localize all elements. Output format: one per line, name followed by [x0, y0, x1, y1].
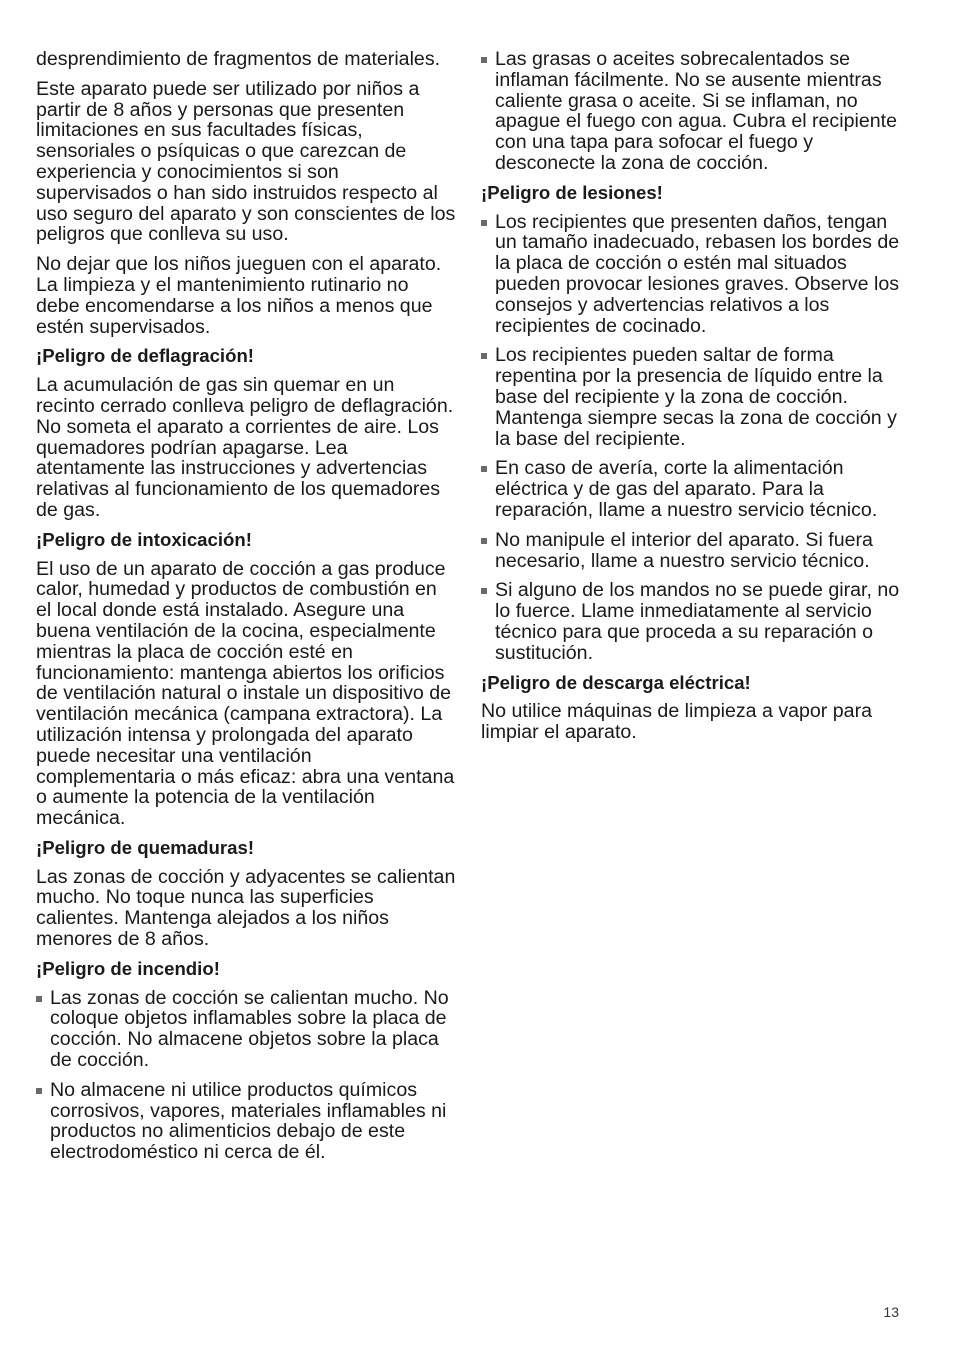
list-item [36, 988, 456, 1071]
list-item [481, 49, 901, 174]
fire-warning-list-continued [481, 49, 901, 174]
square-bullet-icon [481, 57, 487, 63]
paragraph-deflagration: La acumulación de gas sin quemar en un recinto cerrado conlleva peligro de deflagración. No someta el aparato a corrientes de aire. Los quemadores podrían apagarse. Lea atentamente las instrucciones y advertencias relativas al funcionamiento de los quemadores de gas. [36, 374, 454, 521]
square-bullet-icon [481, 466, 487, 472]
list-item [481, 580, 901, 663]
square-bullet-icon [36, 1088, 42, 1094]
paragraph-burns: Las zonas de cocción y adyacentes se calientan mucho. No toque nunca las superficies calientes. Mantenga alejados a los niños menores de 8 años. [36, 865, 456, 951]
left-column [36, 49, 456, 1172]
paragraph-children-use: Este aparato puede ser utilizado por niños a partir de 8 años y personas que presenten limitaciones en sus facultades físicas, sensoriales o psíquicas o que carezcan de experiencia y conocimientos si son supervisados o han sido instruidos respecto al uso seguro del aparato y son conscientes de los peligros que conlleva su uso. [36, 77, 456, 246]
paragraph-no-play: No dejar que los niños jueguen con el aparato. La limpieza y el mantenimiento rutinario no debe encomendarse a los niños a menos que estén supervisados. [36, 253, 442, 338]
list-item [481, 345, 901, 449]
paragraph-intoxication: El uso de un aparato de cocción a gas produce calor, humedad y productos de combustión en el local donde está instalado. Asegure una buena ventilación de la cocina, especialmente mientras la placa de cocción esté en funcionamiento: mantenga abiertos los orificios de ventilación natural o instale un dispositivo de ventilación mecánica (campana extractora). La utilización intensa y prolongada del aparato puede necesitar una ventilación complementaria o más eficaz: abra una ventana o aumente la potencia de la ventilación mecánica. [36, 557, 455, 830]
list-item [481, 458, 901, 520]
heading-deflagration: ¡Peligro de deflagración! [36, 345, 254, 367]
paragraph-continuation: desprendimiento de fragmentos de materiales. [36, 48, 441, 70]
square-bullet-icon [481, 353, 487, 359]
square-bullet-icon [481, 588, 487, 594]
list-item-text: Si alguno de los mandos no se puede girar, no lo fuerce. Llame inmediatamente al servicio técnico para que proceda a su reparación o sustitución. [495, 579, 900, 664]
heading-burns: ¡Peligro de quemaduras! [36, 836, 255, 858]
list-item [481, 530, 901, 572]
list-item-text: Las grasas o aceites sobrecalentados se inflaman fácilmente. No se ausente mientras caliente grasa o aceite. Si se inflaman, no apague el fuego con agua. Cubra el recipiente con una tapa para sofocar el fuego y desconecte la zona de cocción. [495, 48, 897, 174]
square-bullet-icon [481, 538, 487, 544]
list-item [481, 212, 901, 337]
list-item-text: Las zonas de cocción se calientan mucho. No coloque objetos inflamables sobre la placa de cocción. No almacene objetos sobre la placa de cocción. [50, 986, 449, 1072]
square-bullet-icon [36, 996, 42, 1002]
square-bullet-icon [481, 220, 487, 226]
list-item [36, 1080, 456, 1163]
injury-warning-list [481, 212, 901, 664]
fire-warning-list [36, 988, 456, 1163]
heading-injuries: ¡Peligro de lesiones! [481, 181, 663, 203]
list-item-text: No almacene ni utilice productos químicos corrosivos, vapores, materiales inflamables ni productos no alimenticios debajo de este electrodoméstico ni cerca de él. [50, 1078, 447, 1164]
heading-intoxication: ¡Peligro de intoxicación! [36, 528, 252, 550]
list-item-text: En caso de avería, corte la alimentación eléctrica y de gas del aparato. Para la reparación, llame a nuestro servicio técnico. [495, 457, 878, 521]
heading-electric-shock: ¡Peligro de descarga eléctrica! [481, 671, 751, 693]
page-number: 13 [883, 1304, 899, 1320]
paragraph-electric-shock: No utilice máquinas de limpieza a vapor para limpiar el aparato. [481, 700, 872, 744]
list-item-text: Los recipientes pueden saltar de forma repentina por la presencia de líquido entre la base del recipiente y la zona de cocción. Mantenga siempre secas la zona de cocción y la base del recipiente. [495, 344, 897, 450]
right-column [481, 49, 901, 752]
list-item-text: No manipule el interior del aparato. Si fuera necesario, llame a nuestro servicio técnico. [495, 528, 873, 572]
heading-fire: ¡Peligro de incendio! [36, 957, 220, 979]
list-item-text: Los recipientes que presenten daños, tengan un tamaño inadecuado, rebasen los bordes de la placa de cocción o estén mal situados pueden provocar lesiones graves. Observe los consejos y advertencias relativos a los recipientes de cocinado. [495, 210, 900, 337]
